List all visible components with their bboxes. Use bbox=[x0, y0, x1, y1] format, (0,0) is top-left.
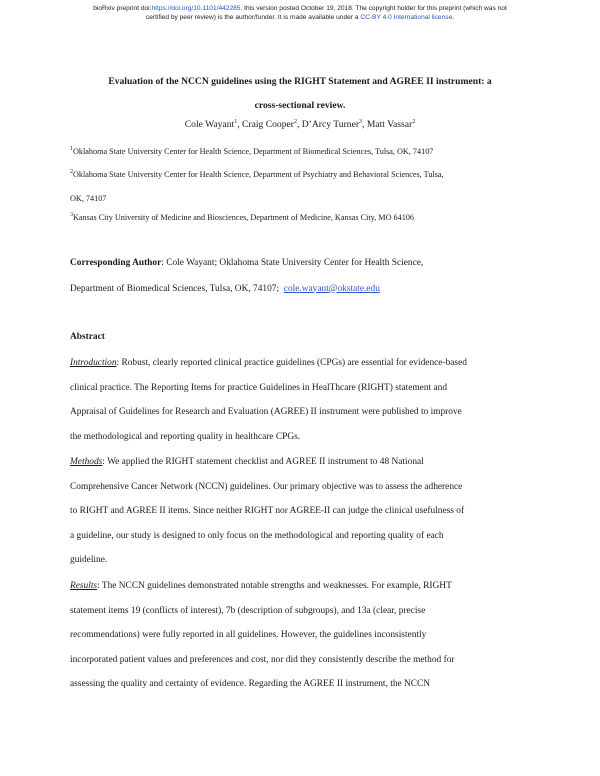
corresponding-label: Corresponding Author bbox=[70, 258, 162, 268]
license-link[interactable]: CC-BY 4.0 International license bbox=[360, 14, 453, 21]
header-line-2 bbox=[60, 13, 540, 22]
title-line-2: cross-sectional review. bbox=[254, 100, 346, 111]
author-sup: 2 bbox=[293, 119, 297, 125]
header-line2-post: . bbox=[452, 14, 455, 21]
header-line2-pre: certified by peer review) is the author/funder. It is made available under a bbox=[145, 14, 359, 21]
author-name: Matt Vassar bbox=[366, 119, 413, 130]
email-link[interactable]: cole.wayant@okstate.edu bbox=[283, 283, 380, 294]
affiliation-3: $^3$Kansas City University of Medicine and Biosciences, Department of Medicine, Kansas City, MO 64106 bbox=[70, 212, 414, 222]
corresponding-author: Corresponding Author: Cole Wayant; Oklahoma State University Center for Health Science, Department of Biomedical Sciences, Tulsa, OK, 74107; cole.wayant@okstate.edu bbox=[70, 258, 424, 294]
author-sup: 1 bbox=[234, 119, 238, 125]
author-name: Craig Cooper bbox=[241, 119, 294, 130]
affiliation-1: $^1$Oklahoma State University Center for Health Science, Department of Biomedical Sciences, Tulsa, OK, 74107 bbox=[70, 146, 434, 156]
abstract-introduction: Introduction: Robust, clearly reported clinical practice guidelines (CPGs) are essential for evidence-based clinical practice. The Reporting Items for practice Guidelines in HealThcare (RIGHT) statement and Appraisal of Guidelines for Research and Evaluation (AGREE) II instrument were published to improve the methodological and reporting quality in healthcare CPGs. bbox=[70, 358, 467, 442]
abstract-heading: Abstract bbox=[70, 332, 105, 342]
abstract-results: Results: The NCCN guidelines demonstrated notable strengths and weaknesses. For example, RIGHT statement items 19 (conflicts of interest), 7b (description of subgroups), and 13a (clear, precise recommendations) were fully reported in all guidelines. However, the guidelines inconsistently incorporated patient values and preferences and cost, nor did they consistently describe the method for assessing the quality and certainty of evidence. Regarding the AGREE II instrument, the NCCN bbox=[70, 581, 455, 690]
author-list: Cole Wayant$^1$, Craig Cooper$^2$, D’Arcy Turner$^3$, Matt Vassar$^2$ bbox=[184, 119, 416, 130]
author-sup: 2 bbox=[412, 119, 416, 125]
header-line1-pre: bioRxiv preprint doi: bbox=[93, 5, 152, 12]
author-name: Cole Wayant bbox=[184, 119, 235, 130]
section-label: Results bbox=[70, 581, 98, 591]
header-line1-post: . this version posted October 19, 2018. The copyright holder for this preprint (which was not bbox=[240, 5, 507, 12]
section-label: Methods bbox=[70, 457, 103, 467]
title-line-1: Evaluation of the NCCN guidelines using the RIGHT Statement and AGREE II instrument: a bbox=[108, 76, 492, 87]
header-line-1 bbox=[60, 4, 540, 13]
preprint-header bbox=[60, 4, 540, 22]
doi-link[interactable]: https://doi.org/10.1101/442285 bbox=[151, 5, 241, 12]
author-sup: 3 bbox=[359, 119, 363, 125]
paper-title bbox=[70, 70, 530, 118]
author-name: D’Arcy Turner bbox=[301, 119, 360, 130]
section-label: Introduction bbox=[70, 358, 117, 368]
affiliation-2: $^2$Oklahoma State University Center for Health Science, Department of Psychiatry and Behavioral Sciences, Tulsa, OK, 74107 bbox=[70, 169, 444, 203]
abstract-methods: Methods: We applied the RIGHT statement checklist and AGREE II instrument to 48 National Comprehensive Cancer Network (NCCN) guidelines. Our primary objective was to assess the adherence to RIGHT and AGREE II items. Since neither RIGHT nor AGREE-II can judge the clinical usefulness of a guideline, our study is designed to only focus on the methodological and reporting quality of each guideline. bbox=[70, 457, 465, 566]
